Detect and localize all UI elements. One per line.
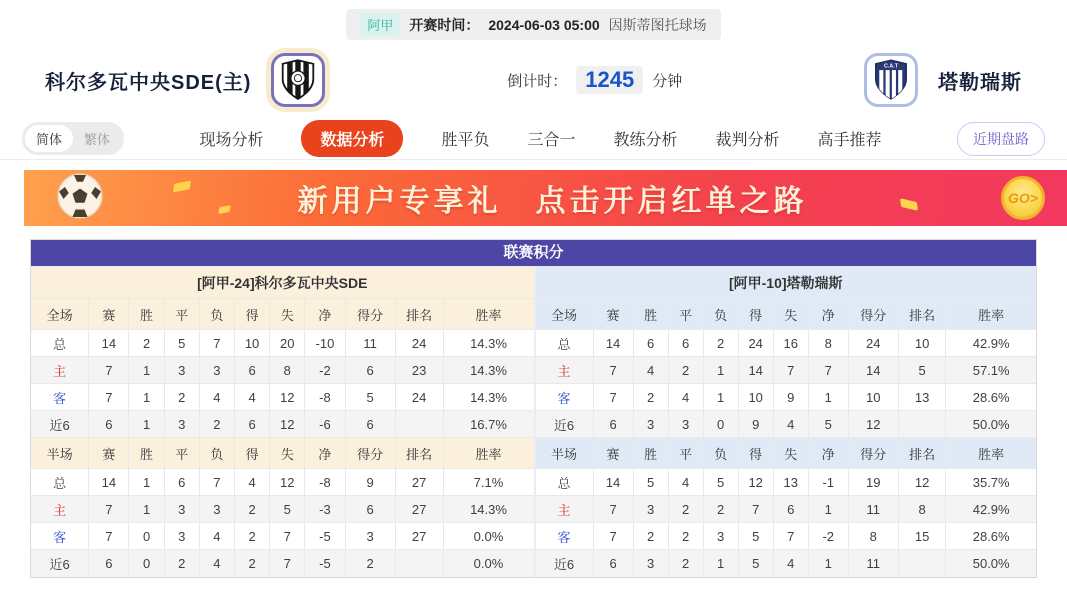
column-header: 半场 <box>31 438 89 469</box>
table-cell: 5 <box>633 469 668 496</box>
table-cell: 14 <box>848 357 898 384</box>
column-header: 失 <box>270 438 305 469</box>
table-row <box>536 469 1037 496</box>
column-header: 胜率 <box>443 438 534 469</box>
row-label: 客 <box>536 384 594 411</box>
kickoff-label: 开赛时间： <box>409 16 480 33</box>
table-cell: 12 <box>848 411 898 438</box>
row-label: 总 <box>536 469 594 496</box>
column-header: 平 <box>668 438 703 469</box>
table-cell: 0 <box>129 550 164 577</box>
table-cell: 27 <box>395 496 443 523</box>
away-team <box>864 53 1022 107</box>
table-cell: 4 <box>199 523 234 550</box>
table-cell: -5 <box>305 550 345 577</box>
table-cell: 1 <box>703 384 738 411</box>
table-cell: 10 <box>898 330 946 357</box>
table-cell: 6 <box>593 550 633 577</box>
table-cell: 7 <box>773 523 808 550</box>
column-header: 得分 <box>345 438 395 469</box>
soccer-ball-icon <box>56 172 104 225</box>
table-cell: 16 <box>773 330 808 357</box>
table-cell: 7 <box>593 384 633 411</box>
countdown-unit: 分钟 <box>652 72 683 90</box>
table-cell: 7 <box>270 523 305 550</box>
table-cell: 1 <box>808 384 848 411</box>
table-cell: 7 <box>808 357 848 384</box>
column-header: 平 <box>164 299 199 330</box>
table-cell: 6 <box>345 496 395 523</box>
table-cell: 7.1% <box>443 469 534 496</box>
table-cell: 23 <box>395 357 443 384</box>
banner-text: 新用户专享礼 点击开启红单之路 <box>297 185 808 218</box>
table-row <box>536 411 1037 438</box>
table-cell: 1 <box>808 496 848 523</box>
column-header: 失 <box>773 438 808 469</box>
recent-trend-button[interactable]: 近期盘路 <box>957 122 1045 156</box>
home-team-logo-icon <box>271 53 325 107</box>
table-cell: 7 <box>199 469 234 496</box>
table-cell: 4 <box>633 357 668 384</box>
table-cell: 14 <box>593 330 633 357</box>
table-cell: 7 <box>89 496 129 523</box>
table-cell: 11 <box>848 496 898 523</box>
table-cell: 4 <box>668 469 703 496</box>
column-header: 负 <box>199 299 234 330</box>
table-cell: 3 <box>164 523 199 550</box>
column-header: 赛 <box>593 299 633 330</box>
table-cell: -6 <box>305 411 345 438</box>
table-cell: 14 <box>89 469 129 496</box>
table-cell: 1 <box>129 384 164 411</box>
home-team-name: 科尔多瓦中央SDE(主) <box>45 71 252 94</box>
nav-tab-0[interactable]: 现场分析 <box>199 132 264 149</box>
table-cell: 3 <box>199 496 234 523</box>
table-cell: 4 <box>199 384 234 411</box>
column-header: 负 <box>703 438 738 469</box>
standings-table-away <box>536 298 1037 577</box>
standings-half-away <box>534 266 1037 577</box>
table-cell: 6 <box>164 469 199 496</box>
table-cell: 2 <box>633 523 668 550</box>
table-row <box>31 469 534 496</box>
nav-tabs <box>124 120 957 157</box>
table-cell: 3 <box>633 411 668 438</box>
table-cell: 1 <box>703 550 738 577</box>
table-cell: 11 <box>848 550 898 577</box>
table-cell: 9 <box>773 384 808 411</box>
table-cell: 14 <box>738 357 773 384</box>
column-header: 全场 <box>31 299 89 330</box>
table-cell: 8 <box>848 523 898 550</box>
table-cell: 3 <box>345 523 395 550</box>
table-cell: -8 <box>305 384 345 411</box>
column-header: 胜率 <box>443 299 534 330</box>
table-cell: 2 <box>164 384 199 411</box>
promo-banner[interactable] <box>24 170 1067 226</box>
go-button[interactable]: GO> <box>1001 176 1045 220</box>
row-label: 主 <box>536 357 594 384</box>
table-cell: 50.0% <box>946 411 1036 438</box>
away-team-name: 塔勒瑞斯 <box>938 71 1022 94</box>
table-cell: 3 <box>703 523 738 550</box>
table-cell: 2 <box>703 496 738 523</box>
standings-half-home <box>31 266 534 577</box>
table-cell <box>395 550 443 577</box>
table-cell: 28.6% <box>946 523 1036 550</box>
top-info-bar <box>0 0 1067 40</box>
table-cell: 7 <box>89 384 129 411</box>
row-label: 近6 <box>536 550 594 577</box>
column-header: 净 <box>808 299 848 330</box>
lang-traditional-button[interactable]: 繁体 <box>84 132 111 147</box>
language-toggle[interactable] <box>22 122 124 155</box>
column-header: 赛 <box>89 299 129 330</box>
row-label: 客 <box>536 523 594 550</box>
table-cell: 1 <box>808 550 848 577</box>
table-cell: 3 <box>164 411 199 438</box>
table-cell: 2 <box>668 523 703 550</box>
column-header-row <box>31 299 534 330</box>
table-cell: -5 <box>305 523 345 550</box>
row-label: 近6 <box>536 411 594 438</box>
column-header: 得分 <box>345 299 395 330</box>
column-header-row <box>536 299 1037 330</box>
nav-bar <box>0 118 1067 160</box>
table-cell: 14.3% <box>443 384 534 411</box>
table-cell: 24 <box>738 330 773 357</box>
table-cell: 12 <box>270 469 305 496</box>
table-cell: 20 <box>270 330 305 357</box>
nav-tab-2[interactable]: 胜平负 <box>441 132 490 149</box>
table-cell: 9 <box>345 469 395 496</box>
table-cell: 50.0% <box>946 550 1036 577</box>
table-cell: 14.3% <box>443 357 534 384</box>
table-cell: 2 <box>668 496 703 523</box>
table-cell: 24 <box>395 330 443 357</box>
nav-tab-1[interactable]: 数据分析 <box>301 120 403 157</box>
table-cell: 4 <box>199 550 234 577</box>
table-cell: 4 <box>773 550 808 577</box>
countdown <box>325 66 864 94</box>
table-cell: 3 <box>164 357 199 384</box>
section-title: [阿甲-24]科尔多瓦中央SDE <box>31 266 534 298</box>
table-cell: 7 <box>89 357 129 384</box>
table-row <box>536 384 1037 411</box>
table-cell: 3 <box>164 496 199 523</box>
league-standings <box>30 239 1037 578</box>
table-cell: 7 <box>738 496 773 523</box>
column-header: 得 <box>234 438 269 469</box>
table-cell: 4 <box>773 411 808 438</box>
table-cell: 5 <box>898 357 946 384</box>
table-cell: 2 <box>129 330 164 357</box>
match-header <box>0 40 1067 118</box>
column-header: 平 <box>164 438 199 469</box>
table-row <box>536 523 1037 550</box>
table-cell: 1 <box>703 357 738 384</box>
table-cell: 5 <box>345 384 395 411</box>
row-label: 近6 <box>31 411 89 438</box>
column-header: 得 <box>738 438 773 469</box>
countdown-value: 1245 <box>576 66 643 94</box>
table-cell: 12 <box>270 411 305 438</box>
column-header: 得 <box>234 299 269 330</box>
table-cell: 6 <box>345 357 395 384</box>
row-label: 客 <box>31 384 89 411</box>
standings-title: 联赛积分 <box>31 240 1036 266</box>
table-cell: 3 <box>633 550 668 577</box>
table-cell: 7 <box>593 357 633 384</box>
table-cell: 0.0% <box>443 550 534 577</box>
table-cell: 14.3% <box>443 330 534 357</box>
table-cell: 27 <box>395 469 443 496</box>
table-cell: 7 <box>593 496 633 523</box>
table-cell: 2 <box>164 550 199 577</box>
table-cell: 7 <box>593 523 633 550</box>
table-cell: 2 <box>234 523 269 550</box>
venue-name: 因斯蒂图托球场 <box>608 16 707 33</box>
table-cell: 3 <box>633 496 668 523</box>
table-cell: 24 <box>395 384 443 411</box>
table-cell: 6 <box>345 411 395 438</box>
table-cell: 28.6% <box>946 384 1036 411</box>
table-cell: 13 <box>773 469 808 496</box>
row-label: 近6 <box>31 550 89 577</box>
column-header-row <box>536 438 1037 469</box>
table-cell: 7 <box>773 357 808 384</box>
column-header: 胜 <box>633 438 668 469</box>
table-cell: 24 <box>848 330 898 357</box>
nav-tab-5[interactable]: 裁判分析 <box>715 132 780 149</box>
table-row <box>31 523 534 550</box>
table-cell: 0 <box>129 523 164 550</box>
table-cell: 15 <box>898 523 946 550</box>
section-title: [阿甲-10]塔勒瑞斯 <box>536 266 1037 298</box>
table-cell: 8 <box>808 330 848 357</box>
table-cell: 1 <box>129 496 164 523</box>
table-cell: 35.7% <box>946 469 1036 496</box>
column-header: 净 <box>305 299 345 330</box>
table-cell: 2 <box>234 550 269 577</box>
table-cell: 3 <box>199 357 234 384</box>
table-cell: 7 <box>199 330 234 357</box>
column-header: 排名 <box>395 299 443 330</box>
nav-tab-4[interactable]: 教练分析 <box>613 132 678 149</box>
row-label: 总 <box>31 330 89 357</box>
table-cell: 12 <box>270 384 305 411</box>
nav-tab-3[interactable]: 三合一 <box>527 132 576 149</box>
column-header: 净 <box>808 438 848 469</box>
match-info-pill <box>346 9 720 40</box>
table-cell: 6 <box>668 330 703 357</box>
table-cell: 5 <box>808 411 848 438</box>
home-team <box>45 53 325 107</box>
column-header: 胜率 <box>946 438 1036 469</box>
nav-tab-6[interactable]: 高手推荐 <box>817 132 882 149</box>
table-cell: -10 <box>305 330 345 357</box>
table-row <box>536 550 1037 577</box>
away-team-logo-icon <box>864 53 918 107</box>
standings-table-home <box>31 298 534 577</box>
table-cell: 8 <box>898 496 946 523</box>
countdown-label: 倒计时： <box>507 72 568 90</box>
table-cell: 1 <box>129 357 164 384</box>
table-cell: 6 <box>593 411 633 438</box>
table-cell: 10 <box>234 330 269 357</box>
table-cell <box>898 411 946 438</box>
column-header: 负 <box>703 299 738 330</box>
table-cell: 5 <box>738 550 773 577</box>
row-label: 总 <box>536 330 594 357</box>
table-cell: 6 <box>633 330 668 357</box>
table-cell: 11 <box>345 330 395 357</box>
table-cell: 0.0% <box>443 523 534 550</box>
table-cell: 6 <box>773 496 808 523</box>
table-cell: 9 <box>738 411 773 438</box>
table-row <box>536 330 1037 357</box>
table-cell: 27 <box>395 523 443 550</box>
table-cell: 6 <box>234 357 269 384</box>
table-cell: 14.3% <box>443 496 534 523</box>
table-cell: 10 <box>738 384 773 411</box>
league-badge: 阿甲 <box>360 13 400 36</box>
table-cell: 12 <box>738 469 773 496</box>
row-label: 主 <box>31 496 89 523</box>
table-cell: 8 <box>270 357 305 384</box>
table-cell: 4 <box>234 469 269 496</box>
column-header: 胜率 <box>946 299 1036 330</box>
column-header: 赛 <box>593 438 633 469</box>
column-header: 胜 <box>633 299 668 330</box>
table-cell: -2 <box>305 357 345 384</box>
column-header-row <box>31 438 534 469</box>
table-row <box>31 384 534 411</box>
row-label: 主 <box>31 357 89 384</box>
column-header: 排名 <box>898 299 946 330</box>
column-header: 失 <box>773 299 808 330</box>
table-cell: -1 <box>808 469 848 496</box>
table-cell: 5 <box>703 469 738 496</box>
table-row <box>536 496 1037 523</box>
table-cell: 2 <box>703 330 738 357</box>
table-cell: 6 <box>234 411 269 438</box>
table-cell <box>898 550 946 577</box>
row-label: 主 <box>536 496 594 523</box>
table-row <box>31 496 534 523</box>
table-row <box>31 330 534 357</box>
table-cell: 2 <box>633 384 668 411</box>
table-cell: 7 <box>270 550 305 577</box>
table-cell: 14 <box>89 330 129 357</box>
table-cell: 13 <box>898 384 946 411</box>
kickoff-time: 2024-06-03 05:00 <box>488 16 600 33</box>
table-cell: 2 <box>668 357 703 384</box>
column-header: 排名 <box>395 438 443 469</box>
table-cell: 14 <box>593 469 633 496</box>
table-cell: 10 <box>848 384 898 411</box>
table-cell: 2 <box>668 550 703 577</box>
table-cell: 7 <box>89 523 129 550</box>
column-header: 排名 <box>898 438 946 469</box>
table-cell: 1 <box>129 469 164 496</box>
table-cell: -3 <box>305 496 345 523</box>
table-row <box>536 357 1037 384</box>
table-cell: 42.9% <box>946 330 1036 357</box>
table-row <box>31 550 534 577</box>
table-cell: 42.9% <box>946 496 1036 523</box>
column-header: 失 <box>270 299 305 330</box>
table-cell: 6 <box>89 411 129 438</box>
table-row <box>31 411 534 438</box>
column-header: 得 <box>738 299 773 330</box>
table-cell: 1 <box>129 411 164 438</box>
column-header: 胜 <box>129 299 164 330</box>
column-header: 赛 <box>89 438 129 469</box>
table-cell: 2 <box>199 411 234 438</box>
column-header: 得分 <box>848 299 898 330</box>
table-cell: 57.1% <box>946 357 1036 384</box>
column-header: 全场 <box>536 299 594 330</box>
column-header: 胜 <box>129 438 164 469</box>
table-cell: 5 <box>738 523 773 550</box>
column-header: 得分 <box>848 438 898 469</box>
table-cell: -2 <box>808 523 848 550</box>
column-header: 净 <box>305 438 345 469</box>
table-cell: 16.7% <box>443 411 534 438</box>
column-header: 负 <box>199 438 234 469</box>
table-cell: -8 <box>305 469 345 496</box>
column-header: 平 <box>668 299 703 330</box>
table-row <box>31 357 534 384</box>
lang-simplified-button[interactable]: 简体 <box>25 125 73 152</box>
away-logo-text: C.A.T <box>883 63 899 70</box>
column-header: 半场 <box>536 438 594 469</box>
table-cell: 5 <box>270 496 305 523</box>
table-cell: 12 <box>898 469 946 496</box>
row-label: 客 <box>31 523 89 550</box>
table-cell <box>395 411 443 438</box>
table-cell: 2 <box>234 496 269 523</box>
table-cell: 0 <box>703 411 738 438</box>
table-cell: 19 <box>848 469 898 496</box>
row-label: 总 <box>31 469 89 496</box>
table-cell: 3 <box>668 411 703 438</box>
table-cell: 5 <box>164 330 199 357</box>
table-cell: 4 <box>668 384 703 411</box>
table-cell: 2 <box>345 550 395 577</box>
table-cell: 4 <box>234 384 269 411</box>
table-cell: 6 <box>89 550 129 577</box>
